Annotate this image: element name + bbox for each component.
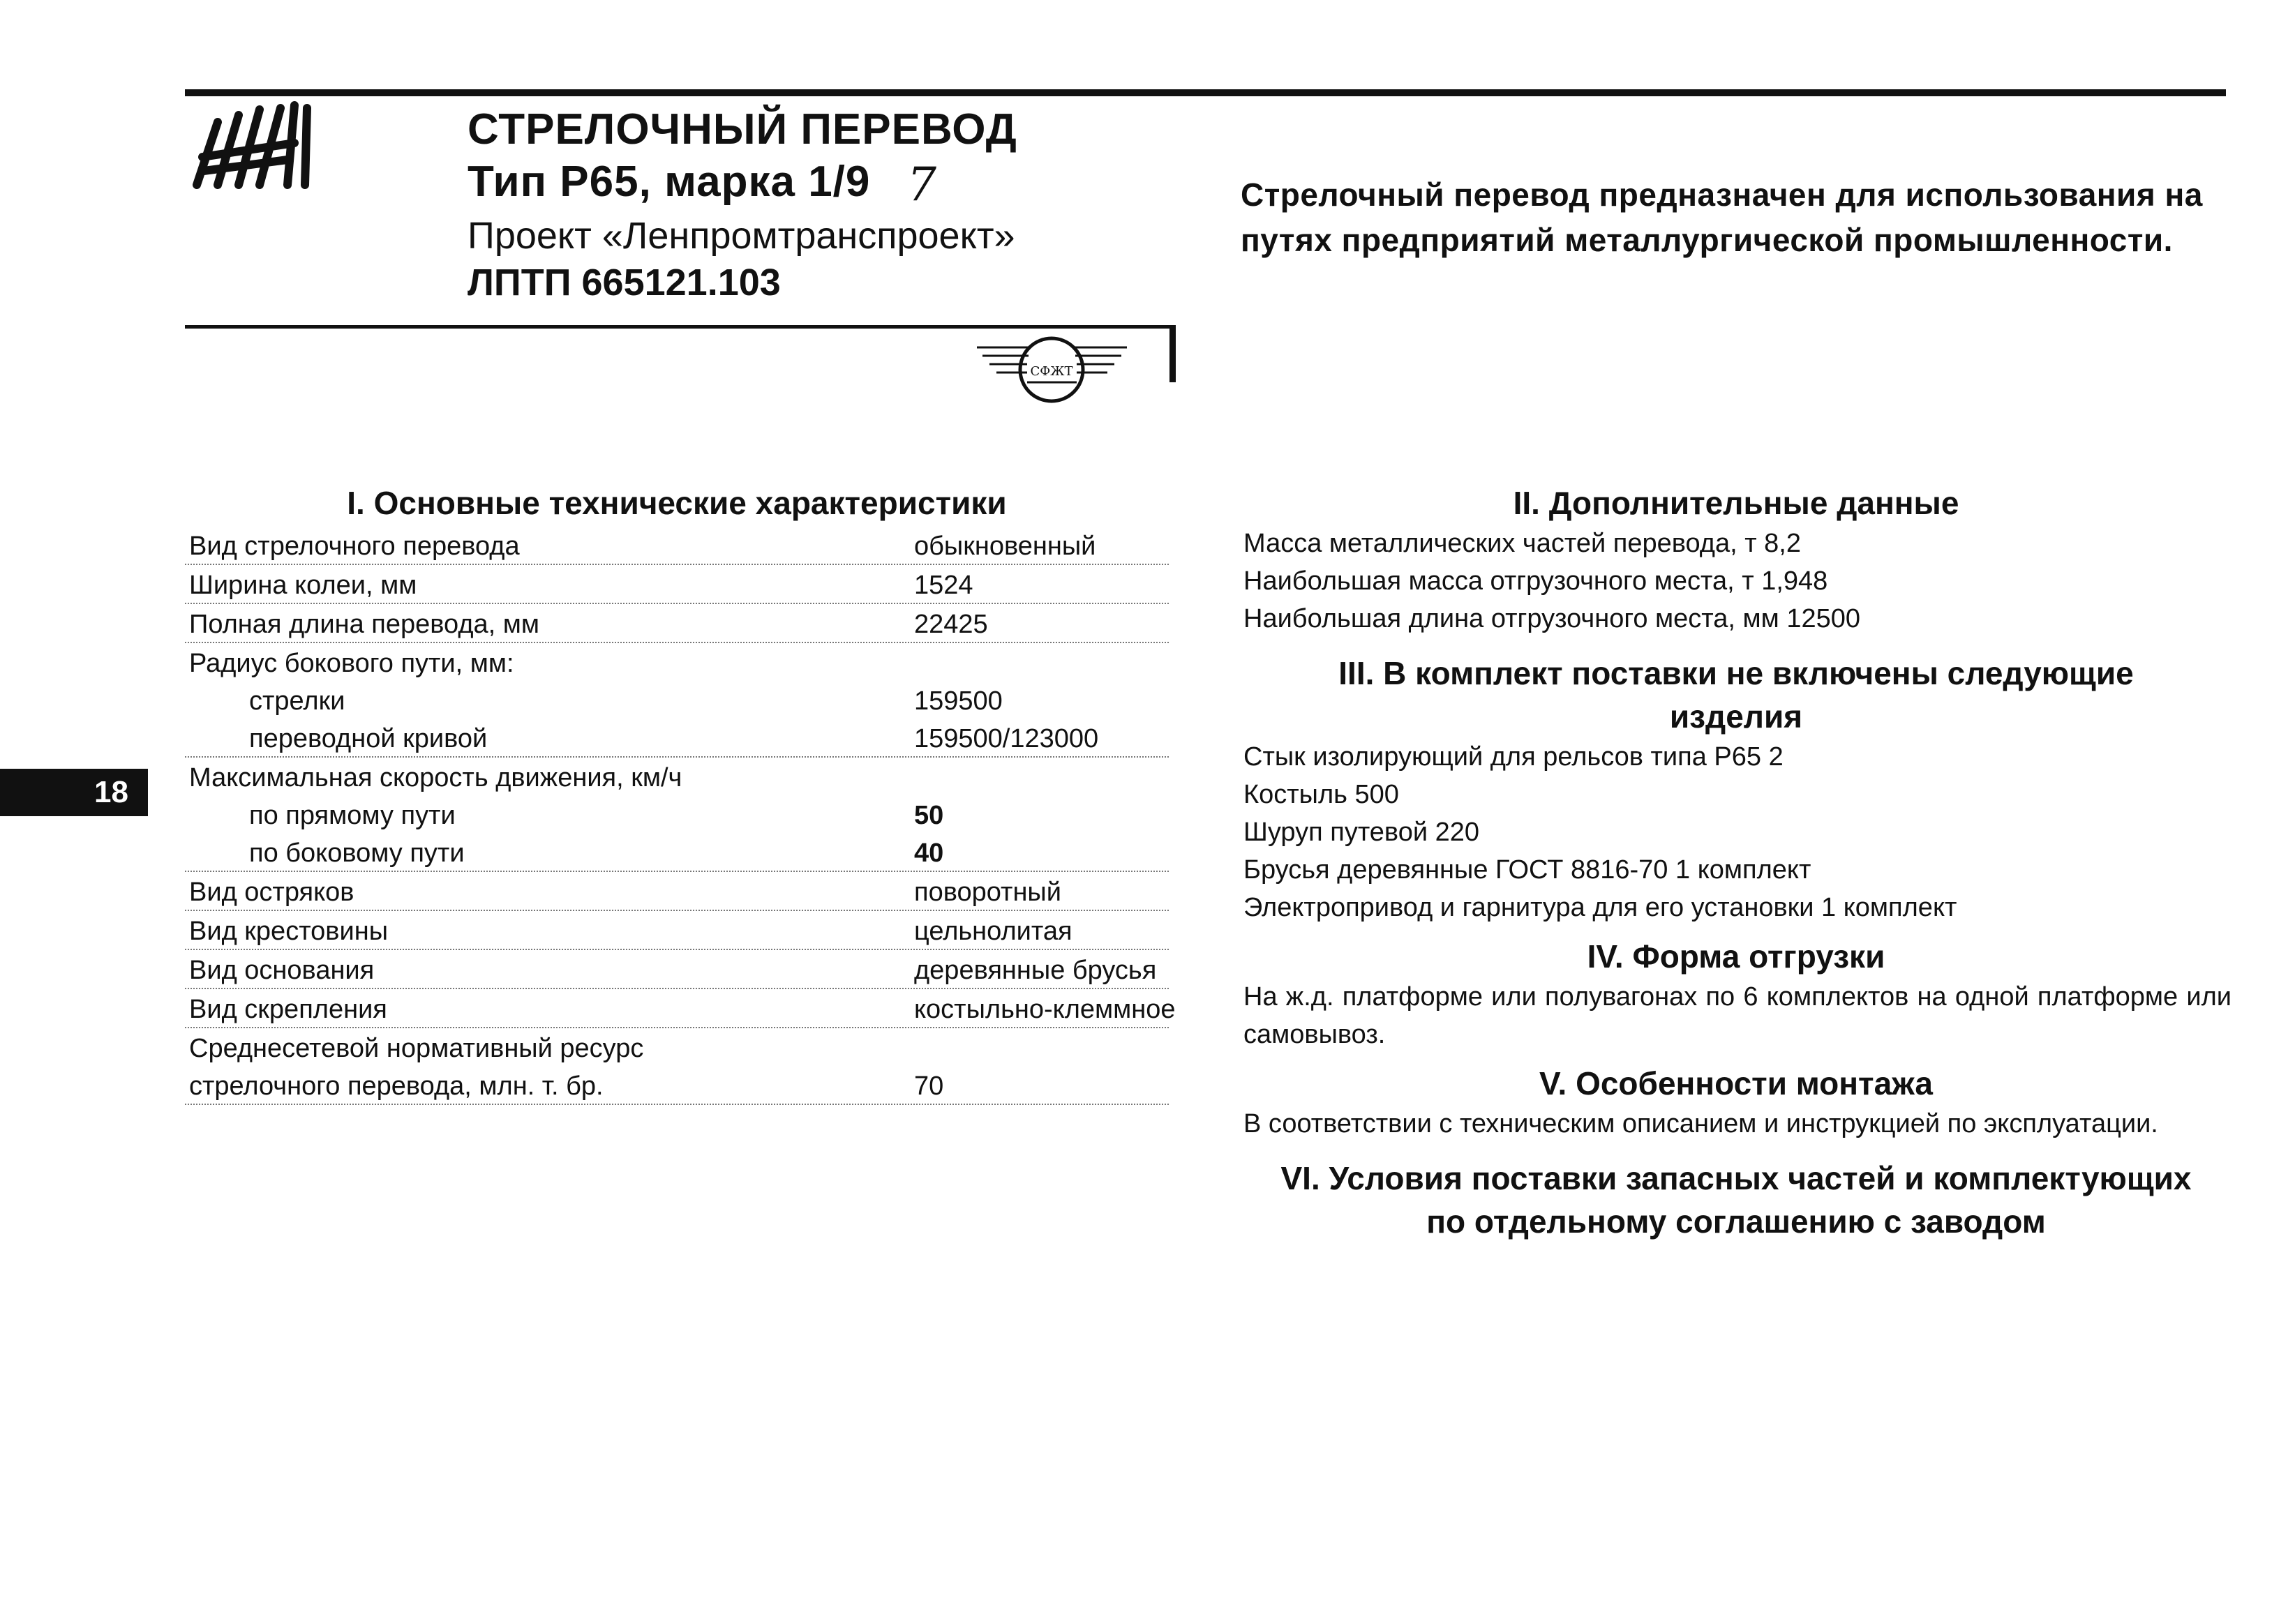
spec-value: 1524	[914, 571, 973, 600]
specs-heading: I. Основные технические характеристики	[347, 485, 1007, 521]
page-title: СТРЕЛОЧНЫЙ ПЕРЕВОД	[468, 105, 1017, 153]
sfzht-emblem	[977, 328, 1127, 419]
spec-value: 40	[914, 839, 944, 868]
spec-row	[185, 526, 1169, 565]
spec-value: обыкновенный	[914, 532, 1096, 561]
spec-label: Вид основания	[189, 956, 375, 985]
top-rule	[185, 89, 2226, 96]
mounting-heading: V. Особенности монтажа	[1539, 1065, 1933, 1102]
spec-value: 50	[914, 801, 944, 830]
spec-row	[185, 1028, 1169, 1066]
spec-row	[185, 795, 1169, 833]
mounting-text: В соответствии с техническим описанием и инструкцией по эксплуатации.	[1243, 1109, 2158, 1138]
intro-description: Стрелочный перевод предназначен для использования на путях предприятий металлургической промышленности.	[1241, 176, 2203, 258]
spec-label: Максимальная скорость движения, км/ч	[189, 763, 682, 792]
title-underline-tick	[1169, 325, 1176, 382]
spec-label: Вид крестовины	[189, 917, 389, 946]
spec-row	[185, 758, 1169, 795]
spec-row	[185, 911, 1169, 950]
spec-label: стрелки	[249, 686, 345, 716]
spec-label: по прямому пути	[249, 801, 456, 830]
spec-row	[185, 989, 1176, 1028]
spec-row	[185, 604, 1169, 643]
spec-value: костыльно-клеммное	[914, 995, 1176, 1024]
spec-row	[185, 719, 1169, 758]
spare-parts-heading-cont: по отдельному соглашению с заводом	[1426, 1203, 2046, 1240]
spec-label: Вид остряков	[189, 878, 354, 907]
not-included-heading: III. В комплект поставки не включены следующие	[1338, 655, 2134, 691]
spec-label: Вид скрепления	[189, 995, 387, 1024]
additional-line: Наибольшая масса отгрузочного места, т 1,948	[1243, 566, 1828, 596]
not-included-item: Костыль 500	[1243, 780, 1399, 809]
spec-label: переводной кривой	[249, 724, 488, 753]
spec-value: цельнолитая	[914, 917, 1072, 946]
type-line: Тип Р65, марка 1/9	[468, 158, 871, 206]
spec-row	[185, 643, 1169, 681]
spec-row	[185, 565, 1169, 604]
shipping-heading: IV. Форма отгрузки	[1587, 938, 1885, 975]
code-line: ЛПТП 665121.103	[468, 262, 781, 303]
spec-row	[185, 1066, 1169, 1105]
spec-label: Ширина колеи, мм	[189, 571, 417, 600]
specs-section	[185, 481, 1176, 1105]
spec-label: Среднесетевой нормативный ресурс	[189, 1034, 644, 1063]
spec-value: 22425	[914, 610, 988, 639]
spec-value: 159500	[914, 686, 1003, 716]
spec-row	[185, 950, 1169, 989]
spec-label: стрелочного перевода, млн. т. бр.	[189, 1072, 604, 1101]
spec-value: 70	[914, 1072, 944, 1101]
spare-parts-heading: VI. Условия поставки запасных частей и комплектующих	[1280, 1160, 2192, 1196]
emblem-text: СФЖТ	[1030, 364, 1073, 379]
not-included-item: Электропривод и гарнитура для его установки 1 комплект	[1243, 893, 1957, 922]
spec-label: Радиус бокового пути, мм:	[189, 649, 514, 678]
spec-row	[185, 681, 1169, 719]
additional-line: Масса металлических частей перевода, т 8,2	[1243, 529, 1802, 558]
spec-value: деревянные брусья	[914, 956, 1157, 985]
spec-label: Полная длина перевода, мм	[189, 610, 539, 639]
not-included-item: Стык изолирующий для рельсов типа Р65 2	[1243, 742, 1784, 772]
additional-line: Наибольшая длина отгрузочного места, мм 12500	[1243, 604, 1861, 633]
right-column	[1241, 481, 2232, 1243]
spec-row	[185, 872, 1169, 911]
not-included-heading-cont: изделия	[1669, 698, 1803, 735]
spec-label: по боковому пути	[249, 839, 465, 868]
not-included-item: Брусья деревянные ГОСТ 8816-70 1 комплект	[1243, 855, 1811, 885]
company-logo-mark	[190, 101, 322, 192]
handwritten-note: 7	[907, 158, 936, 211]
spec-label: Вид стрелочного перевода	[189, 532, 520, 561]
spec-row	[185, 833, 1169, 872]
spec-value: поворотный	[914, 878, 1061, 907]
page-number-badge: 18	[0, 769, 148, 816]
additional-heading: II. Дополнительные данные	[1513, 485, 1959, 521]
not-included-item: Шуруп путевой 220	[1243, 818, 1480, 847]
spec-value: 159500/123000	[914, 724, 1099, 753]
shipping-text: На ж.д. платформе или полувагонах по 6 комплектов на одной платформе или самовывоз.	[1243, 982, 2232, 1049]
project-line: Проект «Ленпромтранспроект»	[468, 215, 1015, 257]
